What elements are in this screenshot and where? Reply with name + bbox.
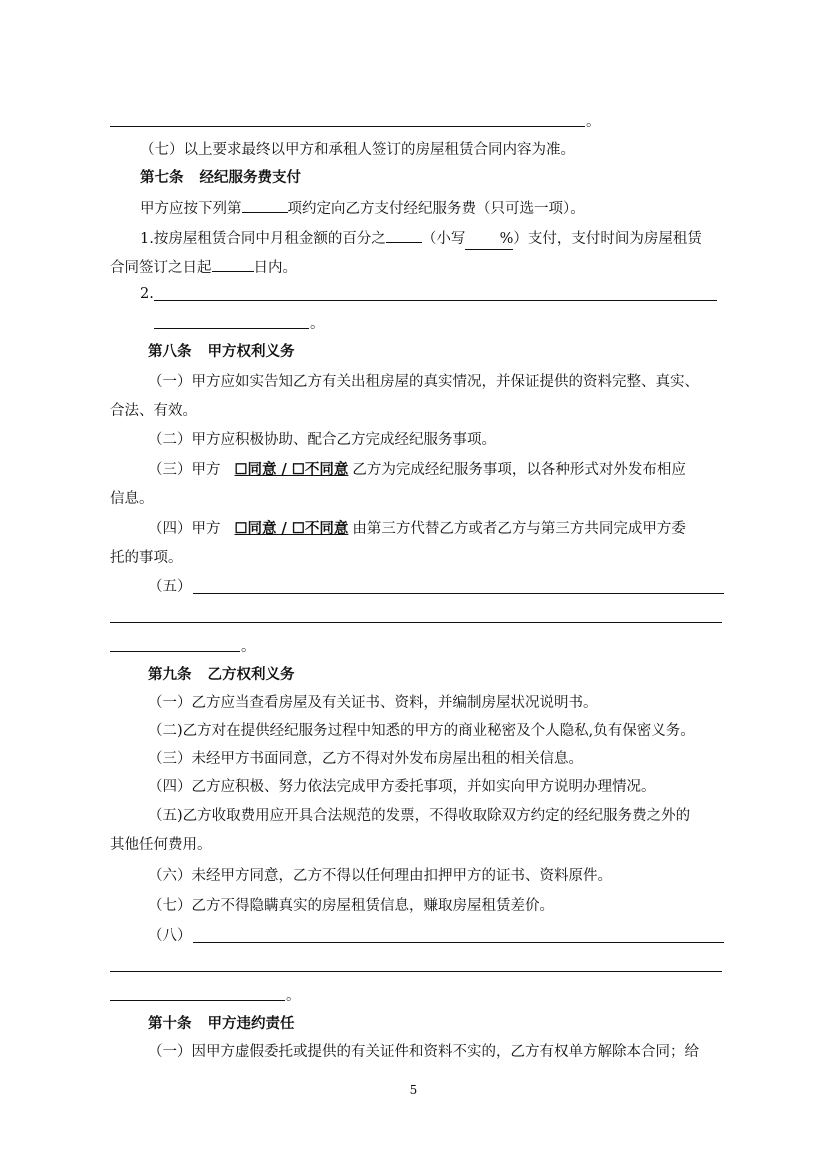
s9-heading-num: 第九条 [148, 666, 192, 683]
s10-item-1: （一）因甲方虚假委托或提供的有关证件和资料不实的，乙方有权单方解除本合同；给 [148, 1044, 699, 1060]
fill-line [193, 942, 724, 943]
s8-item-3-cont: 信息。 [110, 491, 154, 507]
s9-item-8: （八） [148, 928, 192, 944]
period-mark: 。 [310, 316, 325, 332]
s8-item-1-cont: 合法、有效。 [110, 403, 197, 419]
s9-item-1: （一）乙方应当查看房屋及有关证书、资料，并编制房屋状况说明书。 [148, 695, 598, 711]
period-mark: 。 [241, 639, 256, 655]
s9-item-7: （七）乙方不得隐瞒真实的房屋租赁信息，赚取房屋租赁差价。 [148, 898, 554, 914]
s7-heading [140, 168, 301, 188]
s9-item-3: （三）未经甲方书面同意，乙方不得对外发布房屋出租的相关信息。 [148, 751, 583, 767]
s10-heading [148, 1014, 295, 1034]
s9-item-5-cont: 其他任何费用。 [110, 837, 212, 853]
s8-item-3 [148, 460, 686, 480]
s8-item-4-text-b: 由第三方代替乙方或者乙方与第三方共同完成甲方委 [352, 521, 686, 537]
s7-item-1-text-c: ）支付，支付时间为房屋租赁 [513, 231, 702, 247]
s9-item-2: （二)乙方对在提供经纪服务过程中知悉的甲方的商业秘密及个人隐私,负有保密义务。 [148, 723, 695, 739]
fill-line [193, 593, 724, 594]
s7-heading-num: 第七条 [140, 169, 184, 186]
fill-line [110, 971, 722, 972]
s7-item-1-cont [110, 255, 297, 278]
s7-days-blank [212, 255, 254, 272]
s9-heading [148, 665, 295, 685]
s7-percent-blank [386, 226, 422, 243]
s8-item-4-text-a: （四）甲方 [148, 521, 221, 537]
s8-heading-num: 第八条 [148, 343, 192, 360]
s10-heading-title: 甲方违约责任 [207, 1015, 295, 1032]
s6-item-7: （七）以上要求最终以甲方和承租人签订的房屋租赁合同内容为准。 [140, 142, 575, 158]
s8-item-2: （二）甲方应积极协助、配合乙方完成经纪服务事项。 [148, 432, 496, 448]
s7-item-1-text-b: （小写 [421, 231, 466, 247]
s8-heading-title: 甲方权利义务 [207, 343, 295, 360]
s7-item-1-cont-a: 合同签订之日起 [110, 260, 212, 276]
s9-item-4: （四）乙方应积极、努力依法完成甲方委托事项，并如实向甲方说明办理情况。 [148, 779, 656, 795]
s7-line-1 [140, 196, 585, 219]
fill-line [110, 651, 240, 652]
s7-item-1-cont-b: 日内。 [253, 260, 297, 276]
s10-heading-num: 第十条 [148, 1015, 192, 1032]
s7-heading-title: 经纪服务费支付 [199, 169, 301, 186]
fill-line [154, 328, 309, 329]
period-mark: 。 [286, 988, 301, 1004]
s9-item-6: （六）未经甲方同意，乙方不得以任何理由扣押甲方的证书、资料原件。 [148, 868, 612, 884]
s9-item-5: （五)乙方收取费用应开具合法规范的发票，不得收取除双方约定的经纪服务费之外的 [148, 808, 691, 824]
s7-option-blank [242, 196, 288, 213]
s7-line-1-text-a: 甲方应按下列第 [140, 201, 242, 217]
page-number: 5 [409, 1083, 418, 1097]
s7-item-1 [140, 226, 702, 250]
fill-line [154, 300, 717, 301]
period-mark: 。 [586, 114, 601, 130]
consent-choice[interactable]: ☐同意 / ☐不同意 [234, 461, 349, 478]
s8-item-5: （五） [148, 579, 192, 595]
s8-item-3-text-a: （三）甲方 [148, 462, 221, 478]
s7-item-2: 2. [140, 286, 154, 302]
s8-item-4 [148, 519, 686, 539]
s7-item-1-text-a: 1.按房屋租赁合同中月租金额的百分之 [140, 231, 386, 247]
s8-heading [148, 342, 295, 362]
s9-heading-title: 乙方权利义务 [207, 666, 295, 683]
s8-item-4-cont: 托的事项。 [110, 550, 183, 566]
consent-choice[interactable]: ☐同意 / ☐不同意 [234, 520, 349, 537]
s7-percent-lower-blank [465, 229, 513, 250]
s8-item-1: （一）甲方应如实告知乙方有关出租房屋的真实情况，并保证提供的资料完整、真实、 [148, 374, 699, 390]
fill-line [110, 622, 722, 623]
fill-line [110, 1000, 285, 1001]
s8-item-3-text-b: 乙方为完成经纪服务事项，以各种形式对外发布相应 [352, 462, 686, 478]
s7-line-1-text-b: 项约定向乙方支付经纪服务费（只可选一项）。 [287, 201, 585, 217]
fill-line [110, 126, 585, 127]
percent-sign: % [499, 231, 514, 247]
